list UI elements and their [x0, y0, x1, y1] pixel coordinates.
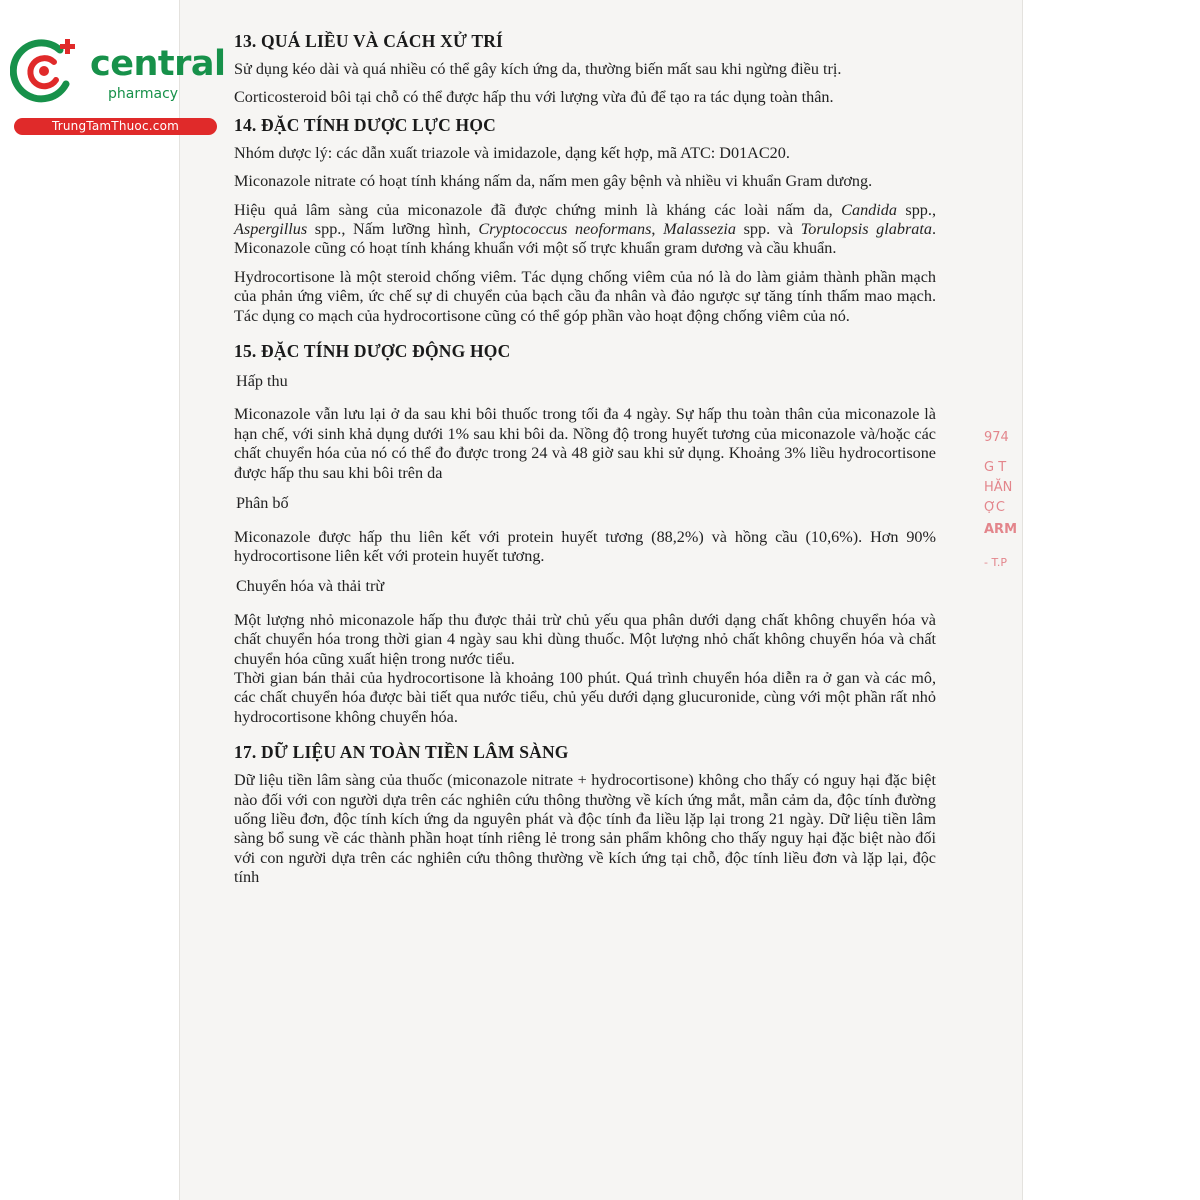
section-14-heading: 14. ĐẶC TÍNH DƯỢC LỰC HỌC [234, 114, 496, 135]
paragraph: Một lượng nhỏ miconazole hấp thu được thải trừ chủ yếu qua phân dưới dạng chất không chuyển hóa và chất chuyển hóa trong thời gian 4 ngày sau khi dùng thuốc. Một lượng nhỏ chất không chuyển hóa và chất chuyển hóa cũng xuất hiện trong nước tiểu. [234, 610, 936, 668]
paragraph: Nhóm dược lý: các dẫn xuất triazole và imidazole, dạng kết hợp, mã ATC: D01AC20. [234, 143, 790, 162]
subheading-distribution: Phân bố [236, 494, 289, 513]
red-stamp-fragment [984, 418, 1018, 598]
brand-name: central [90, 44, 226, 84]
stamp-line: ARM [984, 522, 1018, 537]
section-13-heading: 13. QUÁ LIỀU VÀ CÁCH XỬ TRÍ [234, 31, 504, 51]
paragraph-organisms: Hiệu quả lâm sàng của miconazole đã được chứng minh là kháng các loài nấm da, Candida spp., Aspergillus spp., Nấm lưỡng hình, Cryptococcus neoformans, Malassezia spp. và Torulopsis glabrata. Miconazole cũng có hoạt tính kháng khuẩn với một số trực khuẩn gram dương và cầu khuẩn. [234, 200, 936, 258]
central-pharmacy-logo [8, 36, 226, 136]
stamp-line: HĂN [984, 480, 1013, 495]
logo-mark-icon [10, 36, 82, 108]
stamp-line: G T [984, 460, 1007, 475]
brand-subtitle: pharmacy [108, 86, 179, 102]
paragraph: Sử dụng kéo dài và quá nhiều có thể gây kích ứng da, thường biến mất sau khi ngừng điều trị. [234, 60, 842, 78]
paragraph: Dữ liệu tiền lâm sàng của thuốc (miconazole nitrate + hydrocortisone) không cho thấy có nguy hại đặc biệt nào đối với con người dựa trên các nghiên cứu thông thường về kích ứng mắt, mẫn cảm da, độc tính đường uống liều đơn, độc tính kích ứng da nguyên phát và độc tính đa liều lặp lại trong 21 ngày. Dữ liệu tiền lâm sàng bổ sung về các thành phần hoạt tính riêng lẻ trong sản phẩm không cho thấy nguy hại đặc biệt nào đối với con người dựa trên các nghiên cứu thông thường về kích ứng tại chỗ, độc tính liều đơn và lặp lại, độc tính [234, 771, 936, 887]
document-body [234, 30, 936, 897]
paragraph: Corticosteroid bôi tại chỗ có thể được hấp thu với lượng vừa đủ để tạo ra tác dụng toàn thân. [234, 88, 834, 107]
subheading-metabolism: Chuyển hóa và thải trừ [236, 577, 385, 596]
section-17-heading: 17. DỮ LIỆU AN TOÀN TIỀN LÂM SÀNG [234, 742, 569, 763]
paragraph: Thời gian bán thải của hydrocortisone là khoảng 100 phút. Quá trình chuyển hóa diễn ra ở gan và các mô, các chất chuyển hóa được bài tiết qua nước tiểu, chủ yếu dưới dạng glucuronide, cùng với một phần rất nhỏ hydrocortisone không chuyển hóa. [234, 668, 936, 726]
paragraph: Miconazole vẫn lưu lại ở da sau khi bôi thuốc trong tối đa 4 ngày. Sự hấp thu toàn thân của miconazole là hạn chế, với sinh khả dụng dưới 1% sau khi bôi da. Nồng độ trong huyết tương của miconazole và/hoặc các chất chuyển hóa của nó có thể đo được trong 24 và 48 giờ sau khi sử dụng. Khoảng 3% liều hydrocortisone được hấp thu sau khi bôi trên da [234, 405, 936, 482]
paragraph: Miconazole được hấp thu liên kết với protein huyết tương (88,2%) và hồng cầu (10,6%). Hơn 90% hydrocortisone liên kết với protein huyết tương. [234, 527, 936, 565]
stamp-line: - T.P [984, 556, 1008, 569]
paragraph: Miconazole nitrate có hoạt tính kháng nấm da, nấm men gây bệnh và nhiều vi khuẩn Gram dương. [234, 172, 873, 191]
stamp-line: ỢC [984, 500, 1005, 515]
stamp-line: 974 [984, 430, 1009, 445]
brand-url: TrungTamThuoc.com [14, 118, 217, 135]
paragraph: Hydrocortisone là một steroid chống viêm. Tác dụng chống viêm của nó là do làm giảm thành phần mạch của phản ứng viêm, ức chế sự di chuyển của bạch cầu đa nhân và đảo ngược sự tăng tính thấm mao mạch. Tác dụng co mạch của hydrocortisone cũng có thể góp phần vào hoạt động chống viêm của nó. [234, 267, 936, 325]
subheading-absorption: Hấp thu [236, 372, 288, 391]
section-15-heading: 15. ĐẶC TÍNH DƯỢC ĐỘNG HỌC [234, 341, 511, 362]
